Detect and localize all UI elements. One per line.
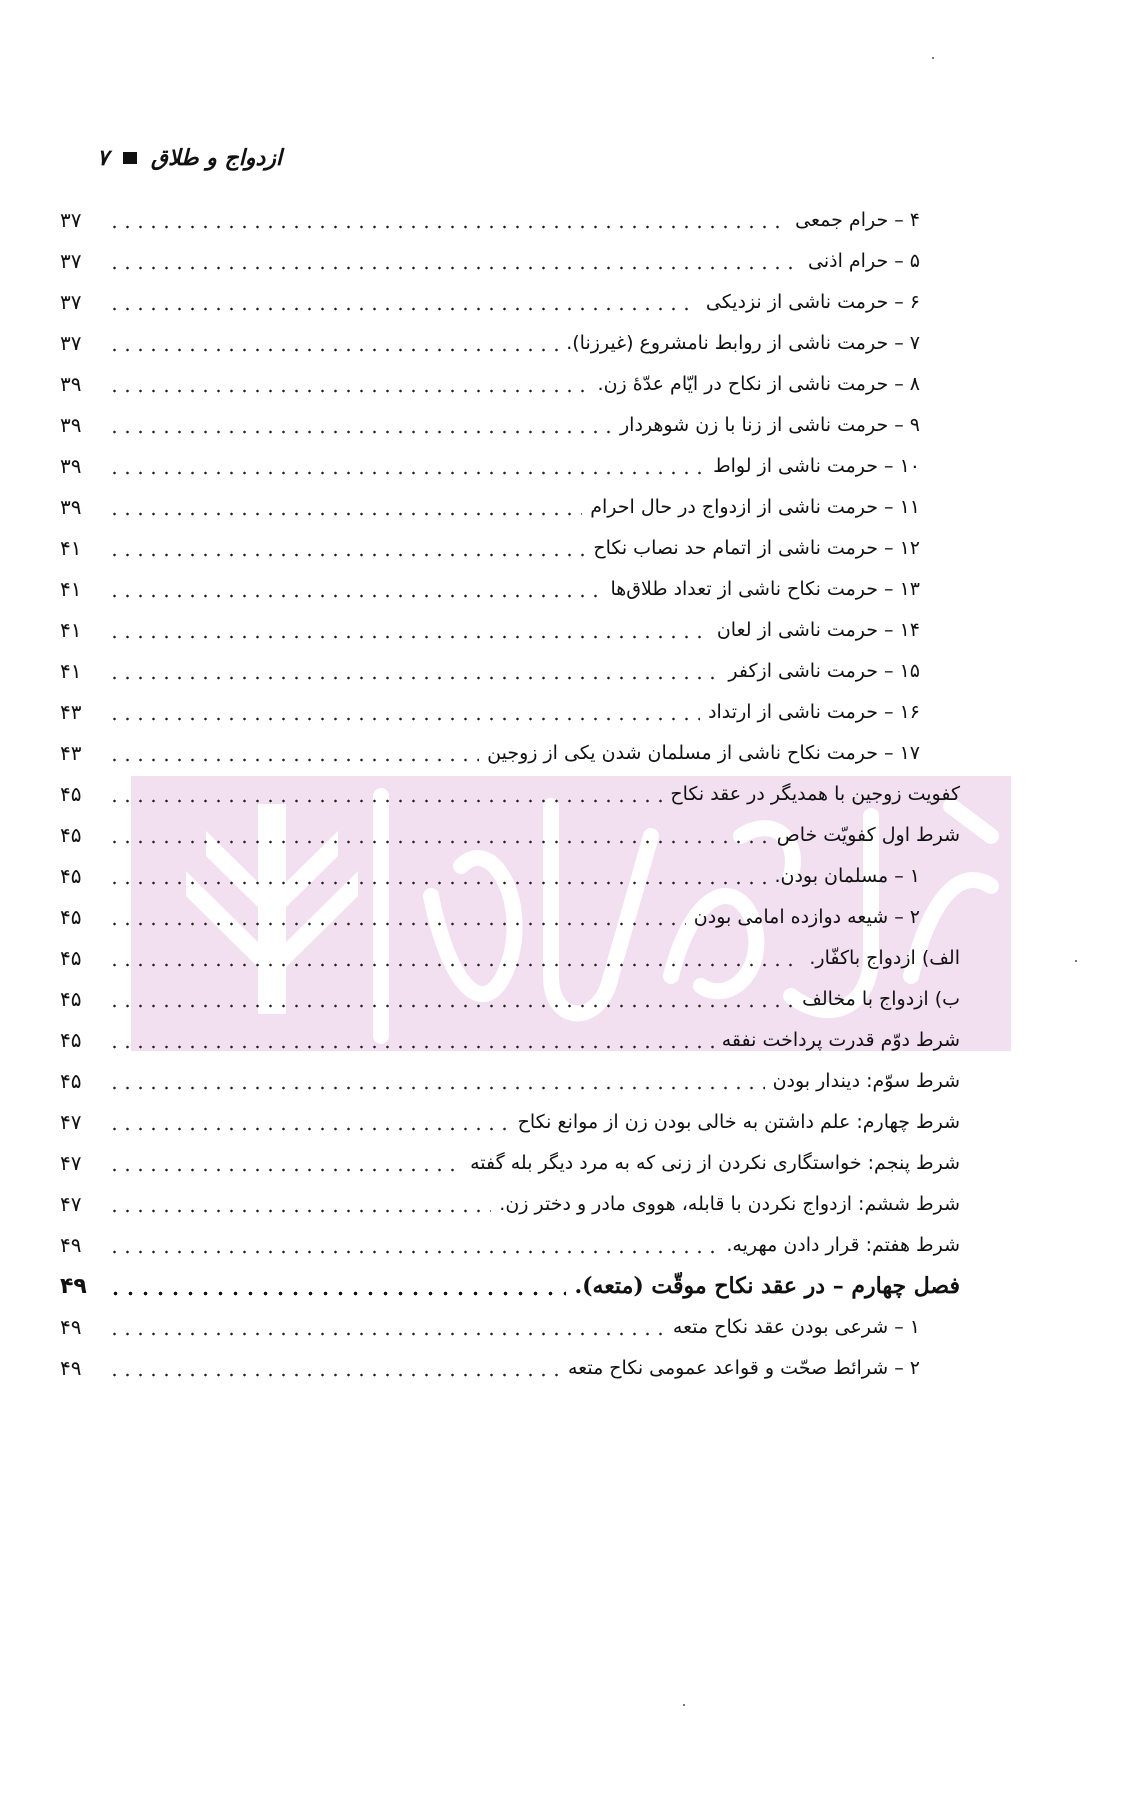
toc-entry-title: ۱۵ – حرمت ناشی ازکفر [728,660,920,682]
toc-entry-title: ۱۳ – حرمت نکاح ناشی از تعداد طلاق‌ها [610,578,920,600]
dot-leader [108,840,769,844]
running-header [62,138,282,178]
toc-entry-page: ۴۳ [60,741,82,765]
dot-leader [108,1209,491,1213]
toc-entry-page: ۴۵ [60,1069,82,1093]
toc-entry-title: ۱۴ – حرمت ناشی از لعان [716,619,920,641]
dot-leader [108,430,612,434]
toc-entry[interactable] [60,610,920,650]
toc-chapter-title: فصل چهارم – در عقد نکاح موقّت (متعه). [574,1273,960,1299]
toc-entry-page: ۴۱ [60,618,82,642]
toc-entry[interactable] [60,487,920,527]
toc-entry-page: ۴۱ [60,659,82,683]
toc-entry-title: شرط دوّم قدرت پرداخت نفقه [721,1029,960,1051]
toc-entry-title: ۷ – حرمت ناشی از روابط نامشروع (غیرزنا). [566,332,920,354]
toc-entry-page: ۳۹ [60,372,82,396]
dot-leader [108,225,787,229]
toc-entry-title: شرط سوّم: دیندار بودن [772,1070,960,1092]
toc-entry-title: شرط چهارم: علم داشتن به خالی بودن زن از موانع نکاح [517,1111,960,1133]
toc-entry[interactable] [60,446,920,486]
toc-entry-title: ۲ – شیعه دوازده امامی بودن [693,906,920,928]
toc-entry-page: ۴۵ [60,987,82,1011]
dot-leader [108,799,662,803]
toc-entry[interactable] [60,897,920,937]
toc-entry-title: ۱۰ – حرمت ناشی از لواط [713,455,920,477]
toc-entry[interactable] [60,1348,920,1388]
dot-leader [108,1045,714,1049]
toc-entry-page: ۴۵ [60,823,82,847]
toc-entry-page: ۴۵ [60,1028,82,1052]
dot-leader [108,1127,510,1131]
toc-entry[interactable] [60,979,960,1019]
dot-leader [108,881,766,885]
page-number: ۷ [97,145,109,171]
toc-entry-title: ۱۲ – حرمت ناشی از اتمام حد نصاب نکاح [593,537,920,559]
toc-entry[interactable] [60,1307,920,1347]
toc-entry[interactable] [60,733,920,773]
toc-entry-page: ۳۷ [60,208,82,232]
toc-entry-page: ۴۱ [60,536,82,560]
dot-leader [108,1332,665,1336]
book-title: ازدواج و طلاق [150,145,282,171]
toc-entry-title: ب) ازدواج با مخالف [802,988,960,1010]
toc-entry[interactable] [60,1020,960,1060]
toc-chapter-heading[interactable] [60,1266,960,1306]
toc-entry-page: ۴۹ [60,1233,82,1257]
scan-speck [1075,960,1077,962]
toc-entry[interactable] [60,856,920,896]
toc-entry[interactable] [60,1143,960,1183]
dot-leader [108,512,582,516]
toc-entry[interactable] [60,815,960,855]
toc-entry-title: ۵ – حرام اذنی [808,250,920,272]
toc-entry-page: ۳۹ [60,454,82,478]
toc-entry[interactable] [60,1184,960,1224]
toc-entry-page: ۳۹ [60,413,82,437]
toc-entry-title: ۴ – حرام جمعی [795,209,920,231]
dot-leader [108,635,709,639]
dot-leader [108,389,590,393]
toc-entry[interactable] [60,200,920,240]
toc-entry[interactable] [60,938,960,978]
dot-leader [108,1004,794,1008]
toc-entry-title: ۹ – حرمت ناشی از زنا با زن شوهردار [620,414,920,436]
dot-leader [108,1291,566,1296]
toc-entry-page: ۴۵ [60,946,82,970]
dot-leader [108,676,720,680]
toc-entry-title: شرط هفتم: قرار دادن مهریه. [726,1234,960,1256]
toc-entry-page: ۴۷ [60,1151,82,1175]
toc-entry-title: ۱ – شرعی بودن عقد نکاح متعه [672,1316,920,1338]
toc-chapter-page: ۴۹ [60,1273,87,1299]
toc-entry-page: ۳۹ [60,495,82,519]
toc-entry-page: ۳۷ [60,249,82,273]
toc-entry-title: ۲ – شرائط صحّت و قواعد عمومی نکاح متعه [567,1357,920,1379]
toc-entry-title: الف) ازدواج باکفّار. [809,947,960,969]
toc-entry-page: ۴۹ [60,1315,82,1339]
toc-entry-title: ۱۷ – حرمت نکاح ناشی از مسلمان شدن یکی از زوجین [487,742,920,764]
toc-entry[interactable] [60,774,960,814]
toc-entry[interactable] [60,651,920,691]
toc-entry-page: ۳۷ [60,331,82,355]
toc-entry-title: ۱۶ – حرمت ناشی از ارتداد [708,701,920,723]
toc-entry-title: ۱۱ – حرمت ناشی از ازدواج در حال احرام [590,496,920,518]
toc-entry-page: ۴۳ [60,700,82,724]
dot-leader [108,471,705,475]
toc-entry[interactable] [60,528,920,568]
toc-entry-page: ۴۵ [60,864,82,888]
toc-entry-page: ۴۵ [60,782,82,806]
toc-entry-title: ۶ – حرمت ناشی از نزدیکی [705,291,920,313]
toc-entry[interactable] [60,323,920,363]
toc-entry[interactable] [60,569,920,609]
dot-leader [108,922,686,926]
dot-leader [108,594,602,598]
dot-leader [108,348,558,352]
dot-leader [108,266,800,270]
dot-leader [108,307,698,311]
scan-speck [683,1704,685,1706]
toc-entry-title: شرط اول کفویّت خاص [776,824,960,846]
toc-entry[interactable] [60,692,920,732]
dot-leader [108,1250,718,1254]
toc-entry-title: شرط ششم: ازدواج نکردن با قابله، هووی مادر و دختر زن. [499,1193,960,1215]
square-separator-icon [123,152,137,164]
toc-entry[interactable] [60,1102,960,1142]
toc-entry[interactable] [60,1225,960,1265]
dot-leader [108,553,585,557]
toc-entry-page: ۴۹ [60,1356,82,1380]
toc-entry[interactable] [60,405,920,445]
toc-entry-title: ۸ – حرمت ناشی از نکاح در ایّام عدّهٔ زن. [597,373,920,395]
dot-leader [108,758,479,762]
toc-entry-title: شرط پنجم: خواستگاری نکردن از زنی که به مرد دیگر بله گفته [470,1152,960,1174]
toc-entry-title: کفویت زوجین با همدیگر در عقد نکاح [670,783,960,805]
toc-entry-page: ۴۵ [60,905,82,929]
dot-leader [108,963,801,967]
toc-entry[interactable] [60,282,920,322]
toc-entry[interactable] [60,241,920,281]
toc-entry-page: ۴۱ [60,577,82,601]
dot-leader [108,717,700,721]
dot-leader [108,1168,462,1172]
toc-entry-page: ۳۷ [60,290,82,314]
toc-entry-page: ۴۷ [60,1110,82,1134]
toc-entry-page: ۴۷ [60,1192,82,1216]
dot-leader [108,1086,765,1090]
toc-entry[interactable] [60,1061,960,1101]
toc-entry-title: ۱ – مسلمان بودن. [774,865,920,887]
scan-speck [932,57,934,59]
toc-entry[interactable] [60,364,920,404]
dot-leader [108,1373,560,1377]
